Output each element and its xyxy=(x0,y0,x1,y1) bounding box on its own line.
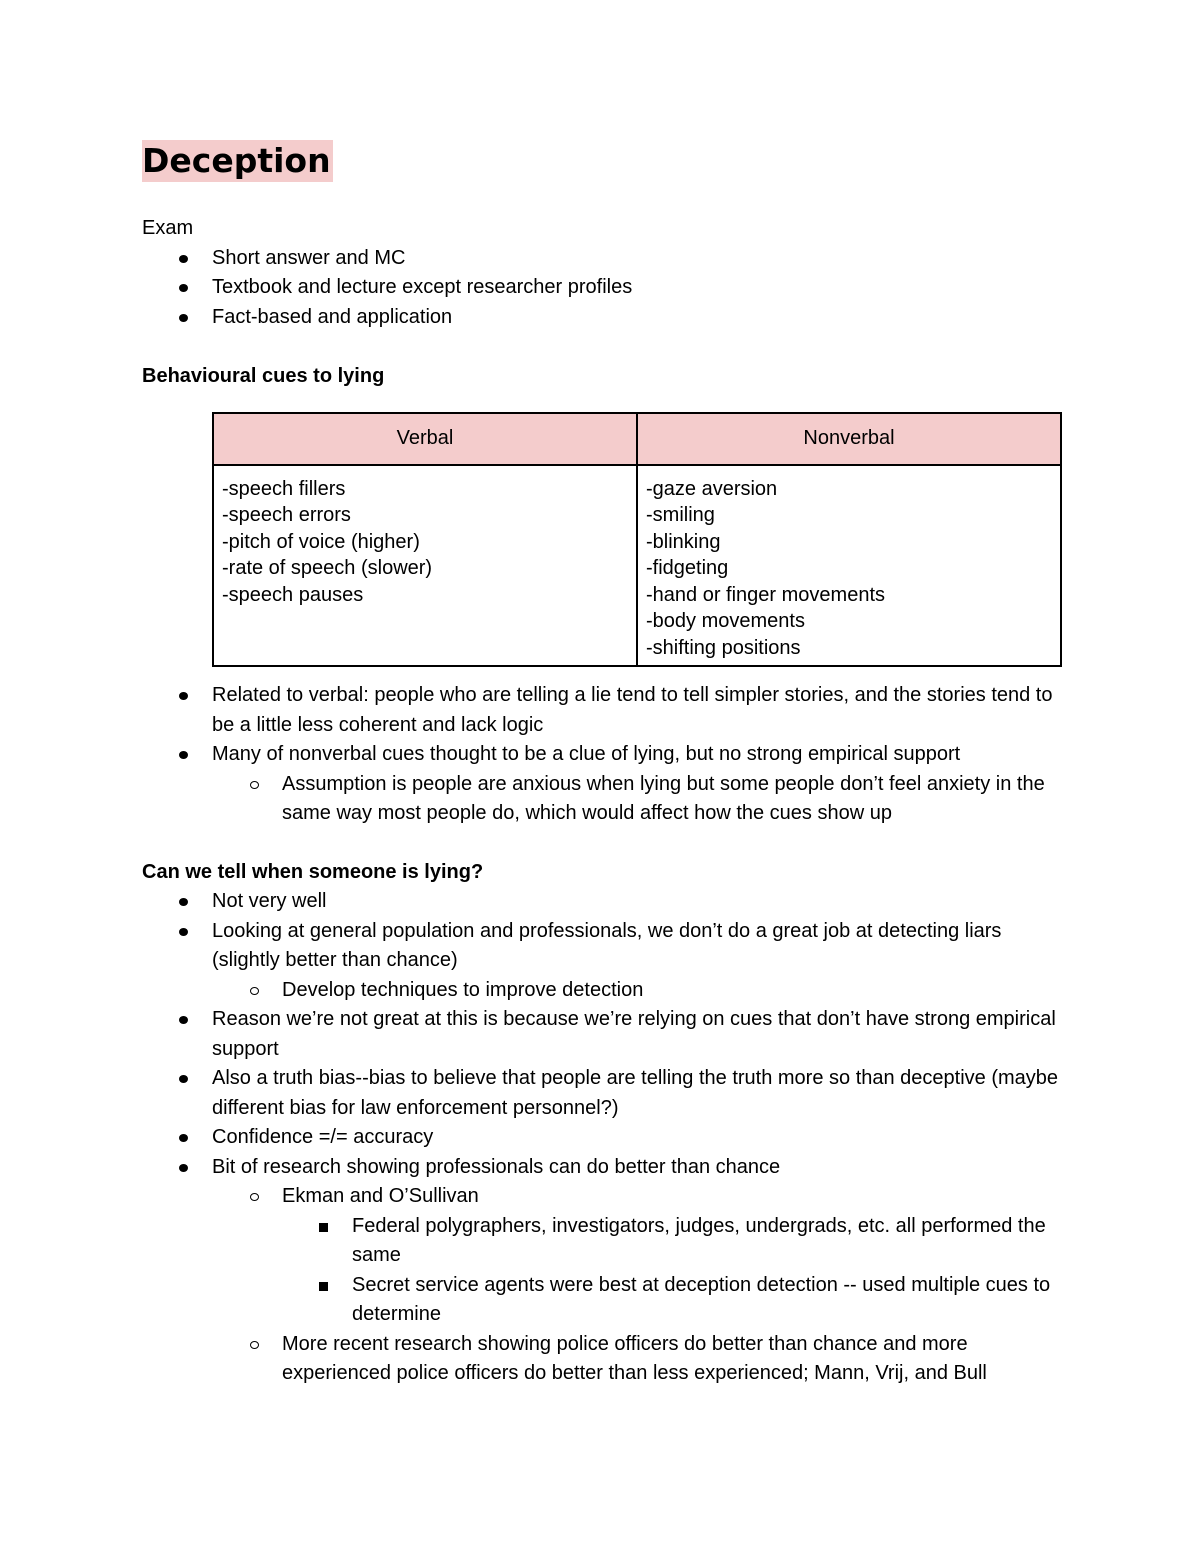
table-cell-line: -pitch of voice (higher) xyxy=(222,530,420,553)
bullet-dot-icon xyxy=(179,751,188,759)
nonverbal-cues-cell xyxy=(637,465,1061,667)
section-heading-detection: Can we tell when someone is lying? xyxy=(142,860,484,883)
list-item: Short answer and MC xyxy=(142,244,1062,274)
spacer xyxy=(142,829,1062,858)
list-item: Federal polygraphers, investigators, judges, undergrads, etc. all performed the same xyxy=(282,1212,1062,1271)
list-item: Many of nonverbal cues thought to be a clue of lying, but no strong empirical support Assumption is people are anxious when lying but some people don’t feel anxiety in the same way most people do, which would affect how the cues show up xyxy=(142,740,1062,829)
list-item: Fact-based and application xyxy=(142,303,1062,333)
table-cell-line: -shifting positions xyxy=(646,636,801,659)
bullet-dot-icon xyxy=(179,314,188,322)
sub-list xyxy=(212,770,1062,829)
behavioural-notes-list xyxy=(142,681,1062,829)
table-cell-line: -rate of speech (slower) xyxy=(222,557,433,579)
list-item: Assumption is people are anxious when lying but some people don’t feel anxiety in the same way most people do, which would affect how the cues show up xyxy=(212,770,1062,829)
bullet-dot-icon xyxy=(179,1164,188,1172)
sub-sub-list xyxy=(282,1212,1062,1330)
list-item: Related to verbal: people who are telling a lie tend to tell simpler stories, and the stories tend to be a little less coherent and lack logic xyxy=(142,681,1062,740)
sub-list xyxy=(212,976,1062,1006)
spacer xyxy=(142,182,1062,214)
list-item: Secret service agents were best at deception detection -- used multiple cues to determine xyxy=(282,1271,1062,1330)
table-cell-line: -smiling xyxy=(646,504,715,526)
list-item: Develop techniques to improve detection xyxy=(212,976,1062,1006)
bullet-dot-icon xyxy=(179,1134,188,1142)
bullet-square-icon xyxy=(319,1223,328,1232)
bullet-dot-icon xyxy=(179,928,188,936)
exam-label: Exam xyxy=(142,217,194,239)
bullet-dot-icon xyxy=(179,284,188,292)
exam-list xyxy=(142,244,1062,333)
list-item: More recent research showing police officers do better than chance and more experienced police officers do better than less experienced; Mann, Vrij, and Bull xyxy=(212,1330,1062,1389)
sub-list xyxy=(212,1182,1062,1389)
cues-table xyxy=(212,412,1062,668)
detection-list xyxy=(142,887,1062,1389)
table-cell-line: -speech errors xyxy=(222,504,351,526)
table-cell-line: -gaze aversion xyxy=(646,477,778,500)
list-item: Reason we’re not great at this is because we’re relying on cues that don’t have strong empirical support xyxy=(142,1005,1062,1064)
table-cell-line: -blinking xyxy=(646,530,721,553)
spacer xyxy=(142,332,1062,362)
bullet-circle-icon xyxy=(250,1341,259,1349)
list-item: Ekman and O’Sullivan Federal polygraphers, investigators, judges, undergrads, etc. all performed the same Secret service agents were best at deception detection -- used multiple cues to determine xyxy=(212,1182,1062,1330)
bullet-dot-icon xyxy=(179,255,188,263)
list-item: Also a truth bias--bias to believe that people are telling the truth more so than deceptive (maybe different bias for law enforcement personnel?) xyxy=(142,1064,1062,1123)
bullet-square-icon xyxy=(319,1282,328,1291)
table-header-nonverbal: Nonverbal xyxy=(637,413,1061,465)
section-heading-behavioural: Behavioural cues to lying xyxy=(142,365,385,387)
bullet-circle-icon xyxy=(250,781,259,789)
page-title: Deception xyxy=(142,141,331,180)
bullet-dot-icon xyxy=(179,898,188,906)
table-cell-line: -hand or finger movements xyxy=(646,583,886,606)
list-item: Not very well xyxy=(142,887,1062,917)
table-cell-line: -fidgeting xyxy=(646,557,729,579)
bullet-circle-icon xyxy=(250,987,259,995)
table-cell-line: -speech fillers xyxy=(222,477,346,500)
bullet-dot-icon xyxy=(179,1075,188,1083)
table-header-verbal: Verbal xyxy=(213,413,637,465)
bullet-circle-icon xyxy=(250,1193,259,1201)
list-item: Textbook and lecture except researcher profiles xyxy=(142,273,1062,303)
list-item: Looking at general population and professionals, we don’t do a great job at detecting liars (slightly better than chance) Develop techniques to improve detection xyxy=(142,917,1062,1006)
list-item: Bit of research showing professionals can do better than chance Ekman and O’Sullivan Federal polygraphers, investigators, judges, undergrads, etc. all performed the same Secret service agents were best at deception detection -- used multiple cues to determine More recent research showing police officers do better than chance and more experienced police officers do better than less experienced; Mann, Vrij, and Bull xyxy=(142,1153,1062,1389)
bullet-dot-icon xyxy=(179,692,188,700)
table-cell-line: -speech pauses xyxy=(222,583,364,606)
list-item: Confidence =/= accuracy xyxy=(142,1123,1062,1153)
verbal-cues-cell xyxy=(213,465,637,667)
table-cell-line: -body movements xyxy=(646,610,805,632)
document-page xyxy=(142,140,1062,1389)
bullet-dot-icon xyxy=(179,1016,188,1024)
